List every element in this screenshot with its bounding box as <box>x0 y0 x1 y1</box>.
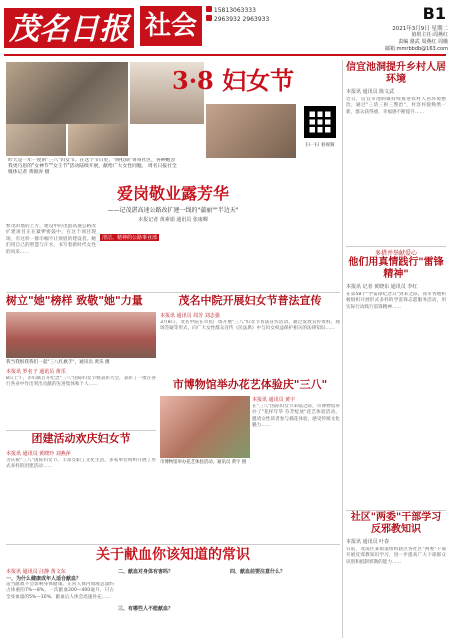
article-5-col-2 <box>118 568 226 638</box>
article-body <box>346 292 446 516</box>
article-title: 信宜池洞提升乡村人居环境 <box>346 62 446 85</box>
article-5-body-wrap <box>6 568 340 638</box>
article-right-c <box>346 512 446 636</box>
masthead <box>0 0 450 58</box>
banner-caption-text: 昨天是一年一度的"三八"妇女节。在这个节日里，"映桂硕"寄寄社区，各种她舍我更巧思的"女神节""女王节"活动陆续开展，献给广大女性同胞。 <box>8 158 176 170</box>
article-byline: 本报讯 通讯员 陈文武 <box>346 89 395 95</box>
article-subtitle: ——记茂湛高速公路改扩建一线的"蒲丽""半边天" <box>107 207 239 214</box>
article-1-body-wrap <box>6 368 156 428</box>
article-body <box>160 320 340 374</box>
article-body-text: 在第58个"学雷锋纪念日"到来之际，我市各地积极组织开展形式多样的学雷锋志愿服务活动，用实际行动践行雷锋精神…… <box>346 292 446 310</box>
banner-title: 3·8 妇女节 <box>172 66 295 95</box>
article-byline: 本报记者 黄素娟 通讯员 张康卿 <box>138 217 208 223</box>
banner-photo-market <box>6 62 128 124</box>
article-title: 他们用真情践行"雷锋精神" <box>348 257 444 280</box>
editor-line: 责编 骆武 周燕红 周娥 <box>398 39 448 45</box>
article-body-text: 8日上午，市妇联召开纪念"三八"国际妇女节暨表彰大会，表彰了一批在各行各业中作出突出贡献的先进集体和个人…… <box>6 376 156 388</box>
article-kicker: 多措并举献爱心 <box>374 250 417 257</box>
article-3-photo <box>160 396 250 458</box>
article-right-b <box>346 248 446 508</box>
article-byline: 本报讯 通讯员 周芳 刘志强 <box>160 313 220 319</box>
hotline-box <box>206 6 296 46</box>
editor-line: 邮箱:mmrbbdb@163.com <box>385 46 448 52</box>
article-byline: 本报讯 通讯员 黄晓玲 刘燕萍 <box>6 451 71 457</box>
article-body-text: 在"三八"国际妇女节来临之际，市博物馆举办了"花样年华 芬芳绽放"花艺体验活动，邀请女性读者参与插花体验，感受传统文化魅力…… <box>252 404 340 429</box>
faq-question: 四、献血前要注意什么？ <box>230 569 286 575</box>
article-3-caption: 市博物馆举办花艺体验活动。通讯员 黄宇 摄 <box>160 460 247 465</box>
article-2-title: 茂名中院开展妇女节普法宣传 <box>178 294 322 307</box>
article-body-text: 繁茂的墙的上方，建设中的茂湛高速公路改扩建项目正在紧锣密鼓中，在这个项目现场，有这样一群巾帼不让须眉的建设者。她们用自己的智慧与汗水，书写着新时代女性的风采…… <box>6 224 96 255</box>
divider <box>346 510 446 511</box>
article-tag: 清洁、精神的公路事业部 <box>102 235 158 241</box>
masthead-rule <box>4 54 446 56</box>
article-right-a <box>346 62 446 244</box>
article-title: 爱岗敬业露芳华 <box>116 184 229 203</box>
article-body-text: 近日，信宜市池洞镇持续推进农村人居环境整治，通过"三清三拆三整治"，村容村貌焕然一新，群众获得感、幸福感不断提升…… <box>346 97 446 115</box>
article-1-title: 树立"她"榜样 致敬"她"力量 <box>6 294 143 307</box>
banner-title-box <box>166 62 296 106</box>
article-4-body-wrap <box>6 450 156 540</box>
article-byline: 本报讯 罗名子 通讯员 黄乐 <box>6 369 66 375</box>
article-body <box>6 458 156 540</box>
column-divider <box>342 60 343 638</box>
article-body <box>346 97 446 241</box>
article-body <box>6 582 114 630</box>
article-5-col-1 <box>6 568 114 638</box>
article-byline: 本报讯 通讯员 黄宇 <box>252 397 296 403</box>
article-5-col-3 <box>230 568 340 638</box>
article-byline: 本报讯 通讯员 叶春 <box>346 539 390 545</box>
divider <box>6 544 340 545</box>
article-body <box>346 547 446 637</box>
divider <box>6 430 156 431</box>
article-body-text: 日前，茂南区某街道组织辖区各社区"两委"干部开展反邪教知识学习，进一步提高广大干部群众识别和抵制邪教的能力…… <box>346 547 446 565</box>
phone-icon <box>206 6 212 12</box>
qr-code-icon[interactable] <box>304 106 336 138</box>
qr-block <box>300 104 340 158</box>
banner-photo-small-1 <box>6 124 66 156</box>
article-body <box>6 376 156 428</box>
phone-icon <box>206 15 212 21</box>
faq-question: 一、为什么健康成年人适合献血？ <box>6 576 82 582</box>
article-body <box>252 404 340 544</box>
faq-question: 二、献血对身体有害吗？ <box>118 569 174 575</box>
banner-photo-group <box>206 104 296 158</box>
divider <box>6 292 340 293</box>
hotline-2: 2963932 2963933 <box>213 16 270 23</box>
page-number: B1 <box>422 4 446 23</box>
article-1-photo <box>6 312 156 358</box>
banner-photo-small-2 <box>68 124 128 156</box>
section-title: 社会 <box>140 6 202 46</box>
newspaper-logo <box>4 4 134 52</box>
article-body <box>6 224 96 286</box>
article-2-body-wrap <box>160 312 340 374</box>
article-byline: 本报讯 记者 黄晓东 通讯员 李红 <box>346 284 418 290</box>
logo-text: 茂名日报 <box>9 12 129 47</box>
article-1-caption: 我当我恨我我们一起"三八红旗手"，通讯员 黄乐 摄 <box>6 360 110 365</box>
banner-caption-credit: 周名日报社全媒体记者 黄锦涛 摄 <box>8 164 177 176</box>
article-body-cols <box>100 224 250 286</box>
hotline-1: 15813063333 <box>213 7 256 14</box>
editor-info <box>348 32 448 53</box>
editor-line: 值班主任:周燕红 <box>411 32 448 38</box>
article-5-title: 关于献血你该知道的常识 <box>96 547 250 563</box>
article-title: 社区"两委"干部学习反邪教知识 <box>350 512 442 535</box>
divider <box>346 246 446 247</box>
article-3-title: 市博物馆举办花艺体验庆"三八" <box>172 378 328 391</box>
article-3-body-wrap <box>252 396 340 544</box>
issue-date: 2021年3月9日 星期二 <box>392 26 448 32</box>
article-main <box>6 184 340 290</box>
article-body-text: 3月8日，茂名中院在市民广场开展"三八"妇女节普法宣传活动，通过发放宣传资料、现场答疑等形式，向广大女性群众宣传《民法典》中与妇女权益保护相关的法律知识…… <box>160 320 340 332</box>
banner-caption <box>8 158 178 182</box>
faq-question: 三、有哪些人不能献血？ <box>118 606 174 612</box>
article-body-text: 为庆祝"三八"国际妇女节，丰富女职工文化生活，多家单位组织开展了形式多样的团建活动…… <box>6 458 156 470</box>
article-4-title: 团建活动欢庆妇女节 <box>31 432 131 445</box>
article-byline: 本报讯 通讯员 汪静 黄文东 <box>6 569 66 575</box>
article-body-text: 适当献血不会影响身体健康。正常人体内血液总量约占体重的7%—8%，一次献血200—400毫升，只占全身血量的5%—10%，献血后人体会迅速补充…… <box>6 582 114 600</box>
qr-label: 扫一扫 看视频 <box>305 143 335 148</box>
